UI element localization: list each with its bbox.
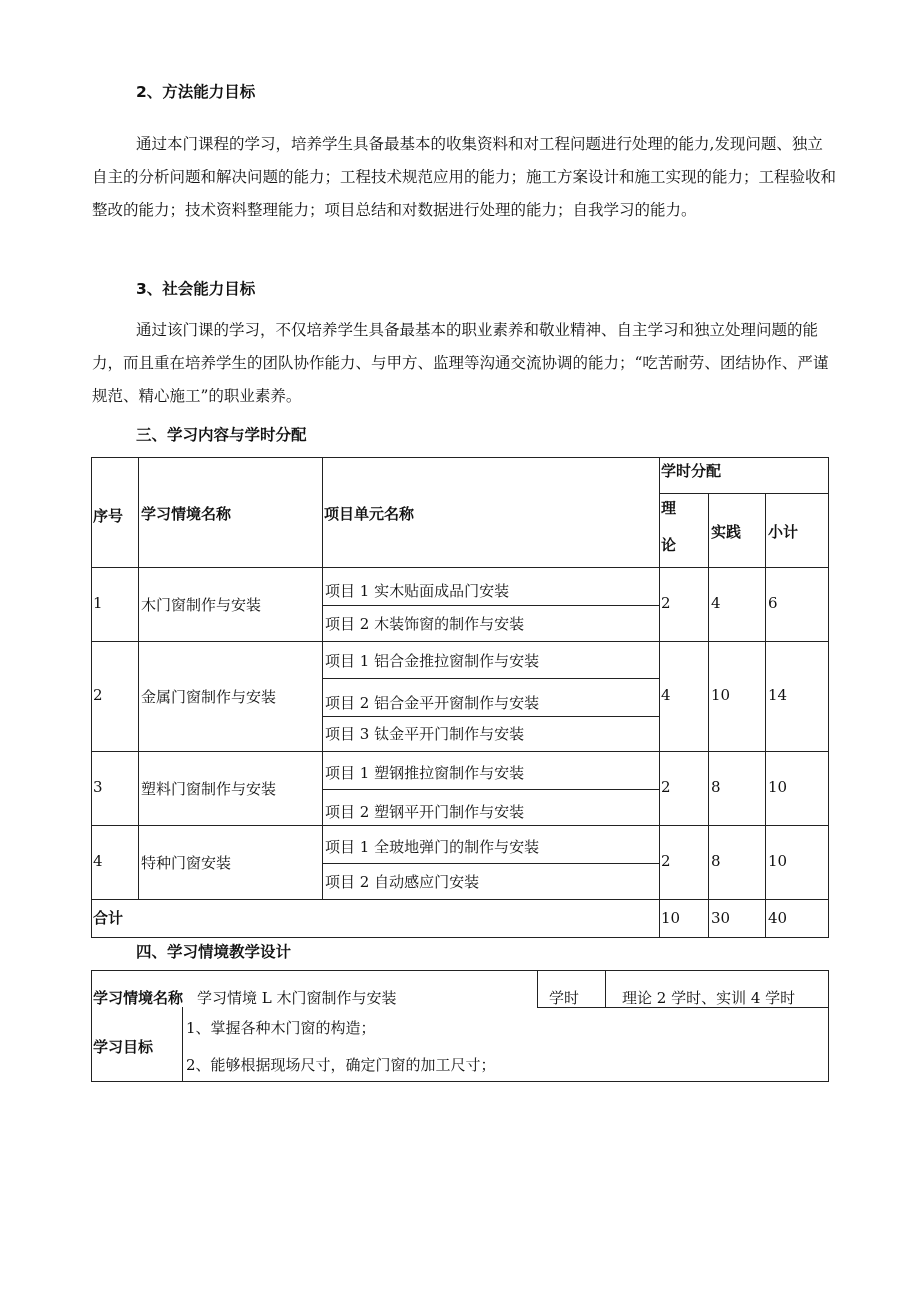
goal-label: 学习目标 [93,1038,154,1056]
header-subtotal: 小计 [768,523,799,541]
row2-seq: 2 [93,686,103,704]
row4-project-2: 项目 2 自动感应门安装 [325,873,480,891]
total-theory: 10 [661,909,681,927]
section-3-paragraph: 通过该门课的学习，不仅培养学生具备最基本的职业素养和敬业精神、自主学习和独立处理问题的能力，而且重在培养学生的团队协作能力、与甲方、监理等沟通交流协调的能力；“吃苦耐劳、团结协作、严谨规范、精心施工”的职业素养。 [92,321,829,405]
row2-name: 金属门窗制作与安装 [141,688,277,706]
total-label: 合计 [93,909,124,927]
header-theory-2: 论 [661,536,677,554]
section-three-title: 三、学习内容与学时分配 [136,426,307,444]
row1-subtotal: 6 [768,594,778,612]
row2-subtotal: 14 [768,686,788,704]
situation-name-label: 学习情境名称 [93,989,184,1007]
header-project: 项目单元名称 [324,505,415,523]
row3-practice: 8 [711,778,721,796]
row1-theory: 2 [661,594,671,612]
total-subtotal: 40 [768,909,788,927]
hours-value: 理论 2 学时、实训 4 学时 [622,989,796,1007]
row3-theory: 2 [661,778,671,796]
header-seq: 序号 [93,507,124,525]
row2-theory: 4 [661,686,671,704]
row3-project-1: 项目 1 塑钢推拉窗制作与安装 [325,764,525,782]
row3-project-2: 项目 2 塑钢平开门制作与安装 [325,803,525,821]
row3-name: 塑料门窗制作与安装 [141,780,277,798]
row3-seq: 3 [93,778,103,796]
row4-seq: 4 [93,852,103,870]
row3-subtotal: 10 [768,778,788,796]
row1-seq: 1 [93,594,103,612]
goal-item-1: 1、掌握各种木门窗的构造； [186,1019,376,1037]
section-3-heading: 3、社会能力目标 [136,280,256,298]
row1-project-2: 项目 2 木装饰窗的制作与安装 [325,615,525,633]
row2-project-2: 项目 2 铝合金平开窗制作与安装 [325,694,540,712]
section-four-title: 四、学习情境教学设计 [136,943,292,961]
row4-name: 特种门窗安装 [141,854,232,872]
row4-project-1: 项目 1 全玻地弹门的制作与安装 [325,838,540,856]
hours-label: 学时 [549,989,580,1007]
row1-name: 木门窗制作与安装 [141,596,262,614]
row2-practice: 10 [711,686,731,704]
row4-subtotal: 10 [768,852,788,870]
situation-name-value: 学习情境 L 木门窗制作与安装 [197,989,397,1007]
header-practice: 实践 [711,523,742,541]
row2-project-1: 项目 1 铝合金推拉窗制作与安装 [325,652,540,670]
section-2-paragraph: 通过本门课程的学习，培养学生具备最基本的收集资料和对工程问题进行处理的能力,发现问题、独立自主的分析问题和解决问题的能力；工程技术规范应用的能力；施工方案设计和施工实现的能力；工程验收和整改的能力；技术资料整理能力；项目总结和对数据进行处理的能力；自我学习的能力。 [92,135,837,219]
row1-practice: 4 [711,594,721,612]
header-theory-1: 理 [661,499,677,517]
row2-project-3: 项目 3 钛金平开门制作与安装 [325,725,525,743]
header-hours: 学时分配 [661,462,722,480]
header-situation: 学习情境名称 [141,505,232,523]
row4-practice: 8 [711,852,721,870]
row1-project-1: 项目 1 实木贴面成品门安装 [325,582,510,600]
section-2-heading: 2、方法能力目标 [136,83,256,101]
goal-item-2: 2、能够根据现场尺寸，确定门窗的加工尺寸； [186,1056,496,1074]
total-practice: 30 [711,909,731,927]
row4-theory: 2 [661,852,671,870]
